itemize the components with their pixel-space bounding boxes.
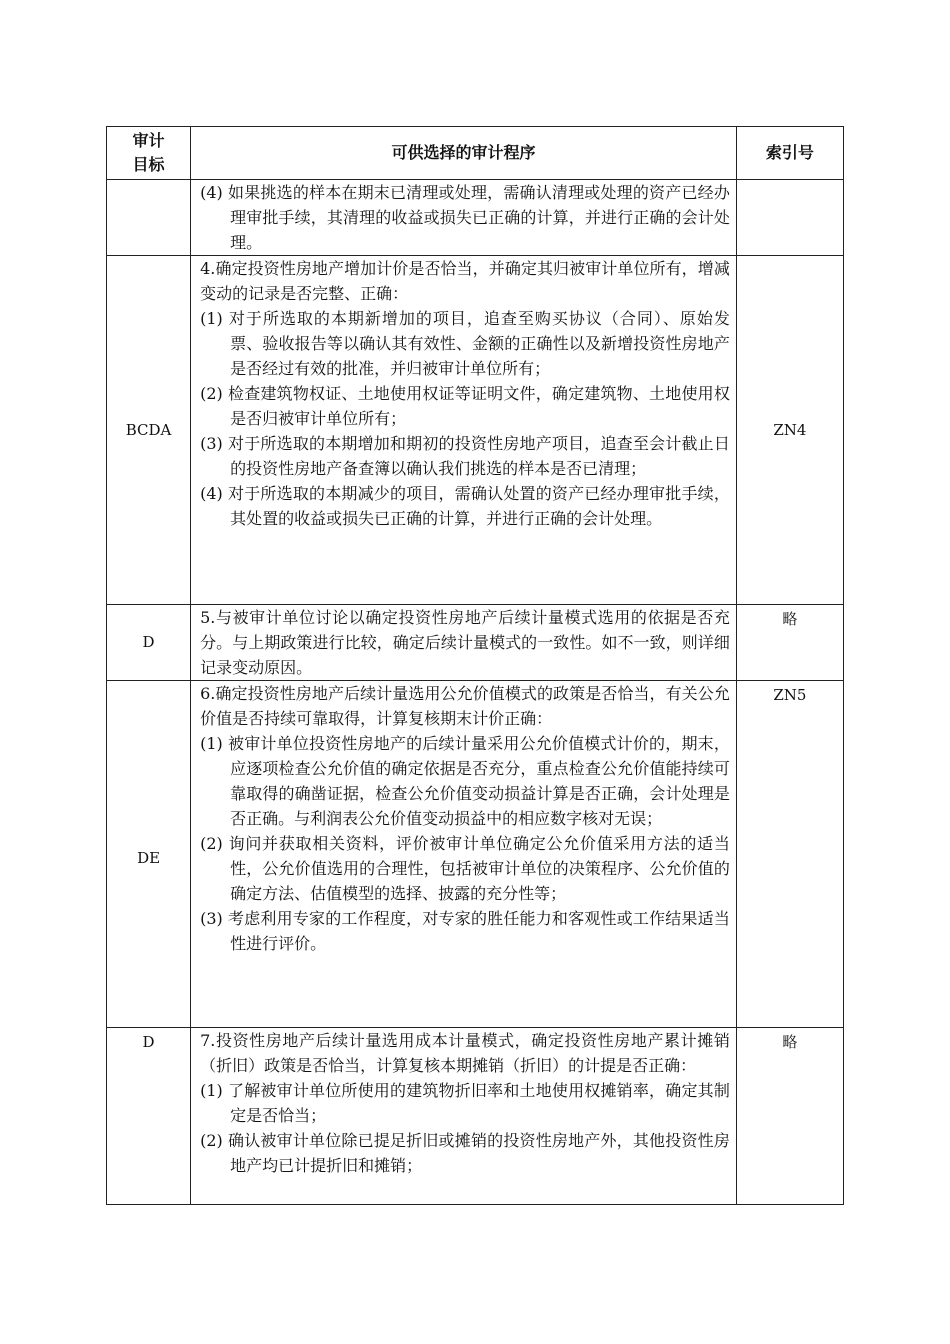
procedure-item: (4) 对于所选取的本期减少的项目，需确认处置的资产已经办理审批手续，其处置的收益或损失已正确的计算，并进行正确的会计处理。: [200, 484, 730, 528]
index-cell: ZN4: [736, 256, 843, 605]
header-index-number: 索引号: [736, 127, 843, 180]
header-audit-procedure: 可供选择的审计程序: [191, 127, 737, 180]
procedure-item: (2) 确认被审计单位除已提足折旧或摊销的投资性房地产外，其他投资性房地产均已计提折旧和摊销；: [200, 1131, 730, 1175]
audit-goal-cell: BCDA: [107, 256, 191, 605]
audit-goal-cell: DE: [107, 681, 191, 1028]
procedure-cell: [191, 681, 737, 1028]
procedure-item: (2) 检查建筑物权证、土地使用权证等证明文件，确定建筑物、土地使用权是否归被审计单位所有；: [200, 384, 730, 428]
procedure-heading: 4.确定投资性房地产增加计价是否恰当，并确定其归被审计单位所有，增减变动的记录是否完整、正确：: [200, 259, 730, 303]
table-row: [107, 1028, 844, 1205]
table-row: [107, 180, 844, 256]
audit-goal-cell: D: [107, 605, 191, 681]
procedure-heading: 5.与被审计单位讨论以确定投资性房地产后续计量模式选用的依据是否充分。与上期政策进行比较，确定后续计量模式的一致性。如不一致，则详细记录变动原因。: [200, 608, 730, 677]
index-cell: 略: [736, 605, 843, 681]
procedure-item: (1) 被审计单位投资性房地产的后续计量采用公允价值模式计价的，期末，应逐项检查公允价值的确定依据是否充分，重点检查公允价值能持续可靠取得的确凿证据，检查公允价值变动损益计算是否正确，会计处理是否正确。与利润表公允价值变动损益中的相应数字核对无误；: [200, 734, 730, 828]
procedure-item: (3) 考虑利用专家的工作程度，对专家的胜任能力和客观性或工作结果适当性进行评价。: [200, 909, 730, 953]
audit-goal-cell: D: [107, 1028, 191, 1205]
audit-procedure-table: [106, 126, 844, 1205]
table-row: [107, 605, 844, 681]
index-cell: 略: [736, 1028, 843, 1205]
index-cell: [736, 180, 843, 256]
procedure-heading: 7.投资性房地产后续计量选用成本计量模式，确定投资性房地产累计摊销（折旧）政策是否恰当，计算复核本期摊销（折旧）的计提是否正确：: [200, 1031, 730, 1075]
procedure-item: (3) 对于所选取的本期增加和期初的投资性房地产项目，追查至会计截止日的投资性房地产备查簿以确认我们挑选的样本是否已清理；: [200, 434, 730, 478]
table-header-row: [107, 127, 844, 180]
table-row: [107, 681, 844, 1028]
header-audit-goal: 审计 目标: [107, 127, 191, 180]
procedure-cell: [191, 180, 737, 256]
procedure-item: (4) 如果挑选的样本在期末已清理或处理，需确认清理或处理的资产已经办理审批手续，其清理的收益或损失已正确的计算，并进行正确的会计处理。: [200, 183, 730, 252]
index-cell: ZN5: [736, 681, 843, 1028]
procedure-item: (2) 询问并获取相关资料，评价被审计单位确定公允价值采用方法的适当性，公允价值选用的合理性，包括被审计单位的决策程序、公允价值的确定方法、估值模型的选择、披露的充分性等；: [200, 834, 730, 903]
audit-goal-cell: [107, 180, 191, 256]
table-row: [107, 256, 844, 605]
procedure-cell: [191, 605, 737, 681]
procedure-cell: [191, 256, 737, 605]
procedure-heading: 6.确定投资性房地产后续计量选用公允价值模式的政策是否恰当，有关公允价值是否持续可靠取得，计算复核期末计价正确：: [200, 684, 730, 728]
procedure-cell: [191, 1028, 737, 1205]
procedure-item: (1) 对于所选取的本期新增加的项目，追查至购买协议（合同）、原始发票、验收报告等以确认其有效性、金额的正确性以及新增投资性房地产是否经过有效的批准，并归被审计单位所有；: [200, 309, 730, 378]
procedure-item: (1) 了解被审计单位所使用的建筑物折旧率和土地使用权摊销率，确定其制定是否恰当；: [200, 1081, 730, 1125]
